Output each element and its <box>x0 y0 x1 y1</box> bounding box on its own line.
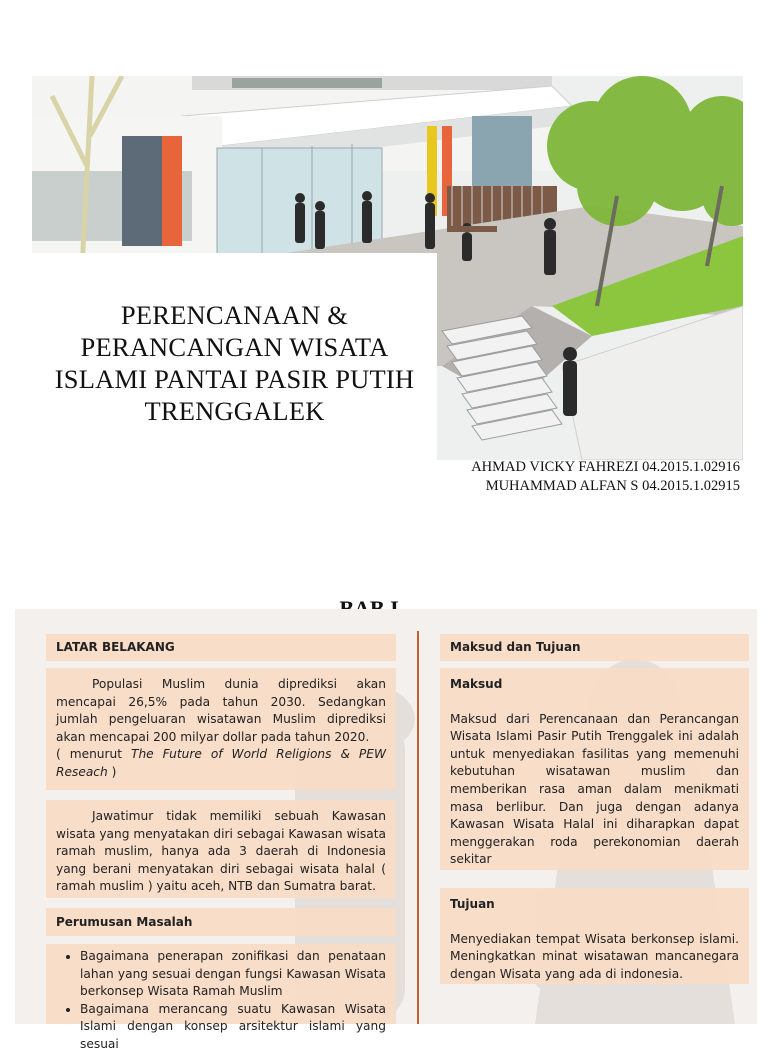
maksud-tujuan-header: Maksud dan Tujuan <box>440 634 749 661</box>
author-2: MUHAMMAD ALFAN S 04.2015.1.02915 <box>485 478 740 494</box>
tujuan-box <box>440 888 749 984</box>
list-item: • Bagaimana merancang suatu Kawasan Wisata Islami dengan konsep arsitektur islami yang sesuai <box>80 1001 386 1054</box>
chapter-slide <box>0 578 768 1051</box>
perumusan-masalah-header: Perumusan Masalah <box>46 908 396 936</box>
title-slide <box>0 0 768 520</box>
presentation-title: PERENCANAAN & PERANCANGAN WISATA ISLAMI PANTAI PASIR PUTIH TRENGGALEK <box>54 300 415 426</box>
citation: ( menurut The Future of World Religions & PEW Reseach ) <box>56 747 387 779</box>
latar-paragraph-1 <box>46 668 396 790</box>
author-1: AHMAD VICKY FAHREZI 04.2015.1.02916 <box>471 459 740 475</box>
title-card <box>32 253 437 481</box>
author-list <box>471 458 740 496</box>
list-item: • Bagaimana penerapan zonifikasi dan penataan lahan yang sesuai dengan fungsi Kawasan Wisata berkonsep Wisata Ramah Muslim <box>80 948 386 1001</box>
maksud-label: Maksud <box>450 677 503 691</box>
tujuan-text: Menyediakan tempat Wisata berkonsep islami. Meningkatkan minat wisatawan mancanegara dengan Wisata yang ada di indonesia. <box>450 931 739 981</box>
population-text: Populasi Muslim dunia diprediksi akan mencapai 26,5% pada tahun 2030. Sedangkan jumlah pengeluaran wisatawan Muslim diprediksi akan mencapai 200 milyar dollar pada tahun 2020. <box>56 677 386 744</box>
citation-title: The Future of World Religions & PEW Reseach <box>56 747 387 779</box>
maksud-box <box>440 668 749 870</box>
maksud-text: Maksud dari Perencanaan dan Perancangan Wisata Islami Pasir Putih Trenggalek ini adalah untuk menyediakan fasilitas yang memenuhi kebutuhan wisatawan muslim dan memberikan rasa aman dalam menikmati masa berlibur. Dan juga dengan adanya Kawasan Wisata Halal ini diharapkan dapat menggerakan roda perekonomian daerah sekitar <box>450 711 739 867</box>
perumusan-list-box <box>46 944 396 1051</box>
latar-belakang-header: LATAR BELAKANG <box>46 634 396 661</box>
tujuan-label: Tujuan <box>450 897 495 911</box>
problem-list <box>56 948 386 1054</box>
column-divider <box>417 631 419 1024</box>
jawatimur-text: Jawatimur tidak memiliki sebuah Kawasan wisata yang menyatakan diri sebagai Kawasan wisata ramah muslim, hanya ada 3 daerah di Indonesia yang berani menyatakan diri sebagai wisata halal ( ramah muslim ) yaitu aceh, NTB dan Sumatra barat. <box>56 809 386 894</box>
latar-paragraph-2 <box>46 800 396 898</box>
